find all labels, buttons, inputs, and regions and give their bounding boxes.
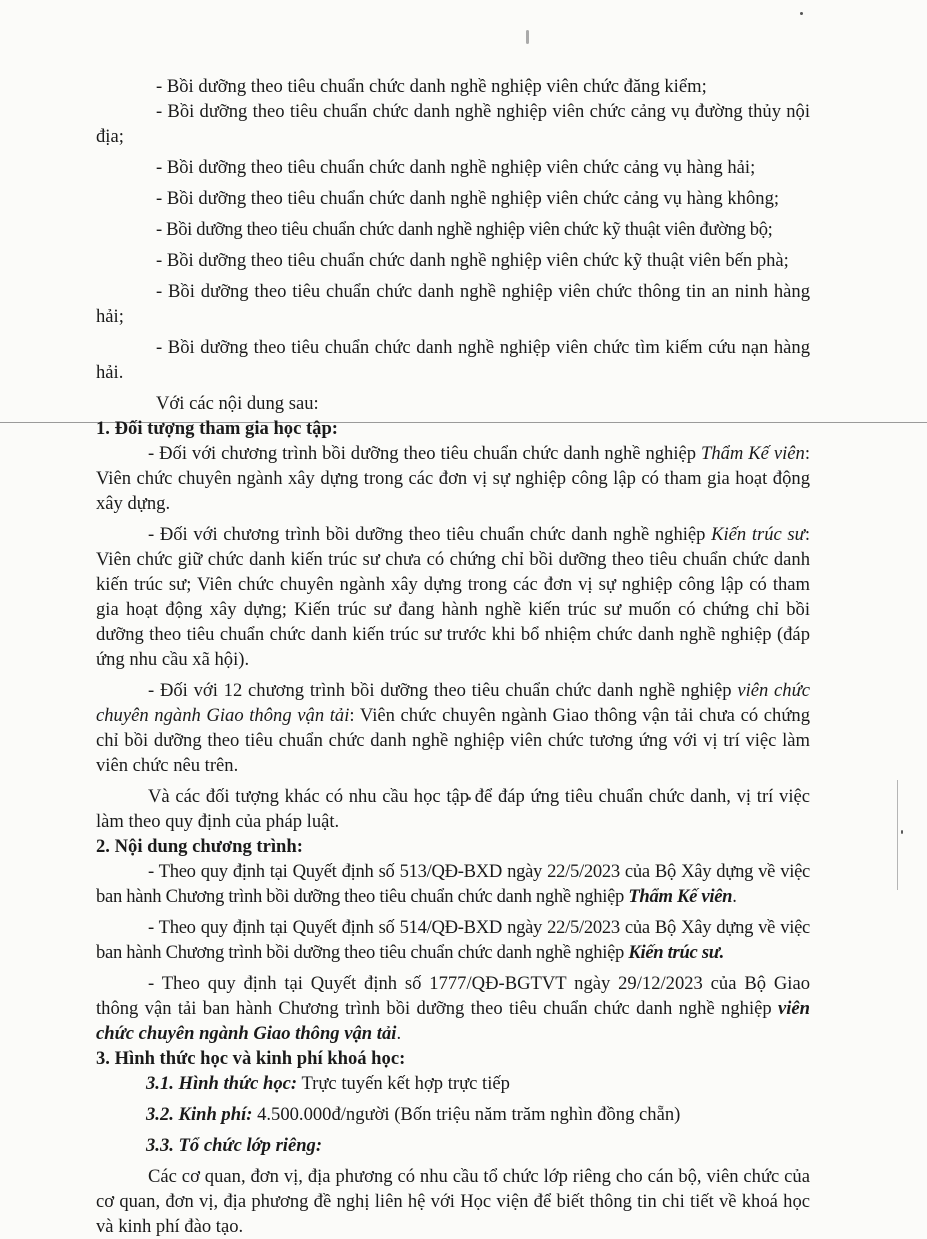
paragraph: [96, 522, 810, 672]
scan-speck: [800, 12, 803, 15]
bold-italic-term: Kiến trúc sư.: [628, 942, 724, 963]
list-item: - Bồi dưỡng theo tiêu chuẩn chức danh nghề nghiệp viên chức tìm kiếm cứu nạn hàng hải.: [96, 337, 810, 383]
subsection-label: 3.2. Kinh phí:: [146, 1104, 253, 1125]
scan-speck: [901, 830, 903, 834]
list-item: - Bồi dưỡng theo tiêu chuẩn chức danh nghề nghiệp viên chức cảng vụ hàng không;: [156, 188, 780, 209]
text-run: - Đối với chương trình bồi dưỡng theo tiêu chuẩn chức danh nghề nghiệp: [148, 524, 712, 545]
intro-text: Với các nội dung sau:: [156, 393, 319, 414]
bold-italic-term: Thẩm Kế viên: [628, 886, 733, 907]
bold-italic-term: viên chức chuyên ngành Giao thông vận tải: [96, 998, 810, 1044]
section-heading: 3. Hình thức học và kinh phí khoá học:: [96, 1048, 406, 1069]
scan-artifact-edge: [897, 780, 898, 890]
text-run: - Đối với chương trình bồi dưỡng theo tiêu chuẩn chức danh nghề nghiệp: [148, 443, 701, 464]
paragraph: Và các đối tượng khác có nhu cầu học tập để đáp ứng tiêu chuẩn chức danh, vị trí việc làm theo quy định của pháp luật.: [96, 786, 810, 832]
paragraph: Các cơ quan, đơn vị, địa phương có nhu cầu tổ chức lớp riêng cho cán bộ, viên chức của cơ quan, đơn vị, địa phương đề nghị liên hệ với Học viện để biết thông tin chi tiết về khoá học và kinh phí đào tạo.: [96, 1166, 810, 1237]
text-run: : Viên chức chuyên ngành Giao thông vận tải chưa có chứng chỉ bồi dưỡng theo tiêu chuẩn chức danh nghề nghiệp viên chức tương ứng với vị trí việc làm viên chức nêu trên.: [96, 705, 810, 776]
subsection-value: Trực tuyến kết hợp trực tiếp: [297, 1073, 510, 1094]
subsection: [96, 1071, 810, 1096]
document-body: [96, 74, 810, 1239]
subsection-label: 3.1. Hình thức học:: [146, 1073, 298, 1094]
paragraph: [96, 859, 810, 909]
text-run: .: [396, 1023, 402, 1044]
list-item: - Bồi dưỡng theo tiêu chuẩn chức danh nghề nghiệp viên chức cảng vụ hàng hải;: [156, 157, 756, 178]
text-run: : Viên chức giữ chức danh kiến trúc sư chưa có chứng chỉ bồi dưỡng theo tiêu chuẩn chức danh kiến trúc sư; Viên chức chuyên ngành xây dựng trong các đơn vị sự nghiệp công lập có tham gia hoạt động xây dựng; Kiến trúc sư đang hành nghề kiến trúc sư muốn có chứng chỉ bồi dưỡng theo tiêu chuẩn chức danh kiến trúc sư trước khi bổ nhiệm chức danh nghề nghiệp (đáp ứng nhu cầu xã hội).: [96, 524, 810, 670]
text-run: - Theo quy định tại Quyết định số 1777/QĐ-BGTVT ngày 29/12/2023 của Bộ Giao thông vận tải ban hành Chương trình bồi dưỡng theo tiêu chuẩn chức danh nghề nghiệp: [96, 973, 810, 1019]
subsection: [96, 1102, 810, 1127]
list-item: - Bồi dưỡng theo tiêu chuẩn chức danh nghề nghiệp viên chức đăng kiểm;: [156, 76, 707, 97]
subsection-label: 3.3. Tổ chức lớp riêng:: [146, 1135, 323, 1156]
section-heading: 2. Nội dung chương trình:: [96, 836, 303, 857]
list-item: - Bồi dưỡng theo tiêu chuẩn chức danh nghề nghiệp viên chức kỹ thuật viên bến phà;: [156, 250, 789, 271]
section-heading: 1. Đối tượng tham gia học tập:: [96, 418, 339, 439]
text-run: - Theo quy định tại Quyết định số 514/QĐ-BXD ngày 22/5/2023 của Bộ Xây dựng về việc ban hành Chương trình bồi dưỡng theo tiêu chuẩn chức danh nghề nghiệp: [96, 917, 810, 963]
italic-term: viên chức chuyên ngành Giao thông vận tải: [96, 680, 810, 726]
paragraph: [96, 678, 810, 778]
paragraph: [96, 971, 810, 1046]
subsection-value: 4.500.000đ/người (Bốn triệu năm trăm nghìn đồng chẵn): [252, 1104, 681, 1125]
subsection: [96, 1133, 810, 1158]
list-item: - Bồi dưỡng theo tiêu chuẩn chức danh nghề nghiệp viên chức thông tin an ninh hàng hải;: [96, 281, 810, 327]
text-run: - Theo quy định tại Quyết định số 513/QĐ-BXD ngày 22/5/2023 của Bộ Xây dựng về việc ban hành Chương trình bồi dưỡng theo tiêu chuẩn chức danh nghề nghiệp: [96, 861, 810, 907]
text-run: .: [732, 886, 737, 907]
italic-term: Thẩm Kế viên: [700, 443, 805, 464]
text-run: - Đối với 12 chương trình bồi dưỡng theo tiêu chuẩn chức danh nghề nghiệp: [148, 680, 738, 701]
list-item: - Bồi dưỡng theo tiêu chuẩn chức danh nghề nghiệp viên chức cảng vụ đường thủy nội địa;: [96, 101, 810, 147]
italic-term: Kiến trúc sư: [711, 524, 805, 545]
scan-speck: [526, 30, 529, 44]
paragraph: [96, 915, 810, 965]
list-item: - Bồi dưỡng theo tiêu chuẩn chức danh nghề nghiệp viên chức kỹ thuật viên đường bộ;: [156, 219, 773, 240]
paragraph: [96, 441, 810, 516]
text-run: : Viên chức chuyên ngành xây dựng trong các đơn vị sự nghiệp công lập có tham gia hoạt động xây dựng.: [96, 443, 810, 514]
